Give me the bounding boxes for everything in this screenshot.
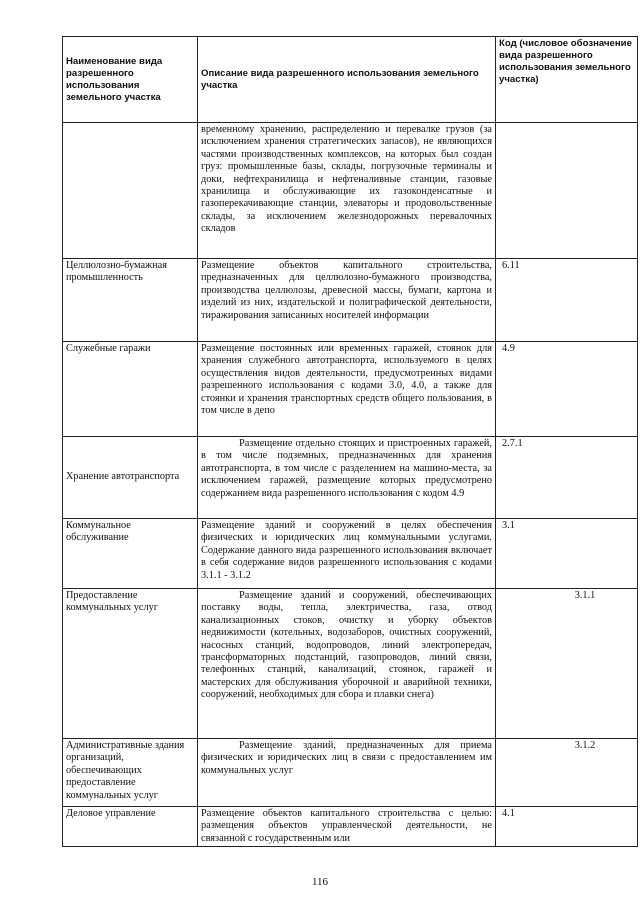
row-name: Деловое управление	[63, 807, 198, 847]
row-code: 3.1	[496, 519, 638, 589]
table-row	[63, 519, 638, 589]
row-description: Размещение зданий и сооружений, обеспечивающих поставку воды, тепла, электричества, газа, отвод канализационных стоков, очистку и уборку объектов недвижимости (котельных, водозаборов, очистных сооружений, насосных станций, водопроводов, линий электропередач, трансформаторных подстанций, газопроводов, линий связи, телефонных станций, канализаций, стоянок, гаражей и мастерских для обслуживания уборочной и аварийной техники, сооружений, необходимых для сбора и плавки снега)	[198, 589, 496, 739]
row-code	[496, 123, 638, 259]
row-code: 2.7.1	[496, 437, 638, 519]
table-row	[63, 342, 638, 437]
row-name	[63, 123, 198, 259]
row-description: временному хранению, распределению и перевалке грузов (за исключением хранения стратегических запасов), не являющихся частями производственных комплексов, на которых был создан груз: промышленные базы, склады, погрузочные терминалы и доки, нефтехранилища и нефтеналивные станции, газовые хранилища и обслуживающие их газоконденсатные и газоперекачивающие станции, элеваторы и продовольственные склады, за исключением железнодорожных перевалочных складов	[198, 123, 496, 259]
header-description: Описание вида разрешенного использования земельного участка	[198, 37, 496, 123]
table-row	[63, 589, 638, 739]
row-code: 3.1.2	[496, 739, 638, 807]
table-row	[63, 123, 638, 259]
row-code: 4.1	[496, 807, 638, 847]
header-name: Наименование вида разрешенного использования земельного участка	[63, 37, 198, 123]
row-name: Предоставление коммунальных услуг	[63, 589, 198, 739]
land-use-table	[62, 36, 638, 847]
row-description: Размещение зданий и сооружений в целях обеспечения физических и юридических лиц коммунальными услугами. Содержание данного вида разрешенного использования включает в себя содержание видов разрешенного использования с кодами 3.1.1 - 3.1.2	[198, 519, 496, 589]
table-row	[63, 259, 638, 342]
row-description: Размещение зданий, предназначенных для приема физических и юридических лиц в связи с предоставлением им коммунальных услуг	[198, 739, 496, 807]
row-name: Коммунальное обслуживание	[63, 519, 198, 589]
row-name: Целлюлозно-бумажная промышленность	[63, 259, 198, 342]
table-row	[63, 807, 638, 847]
row-code: 4.9	[496, 342, 638, 437]
row-name: Служебные гаражи	[63, 342, 198, 437]
page-number: 116	[311, 876, 329, 888]
row-code: 6.11	[496, 259, 638, 342]
row-description: Размещение отдельно стоящих и пристроенных гаражей, в том числе подземных, предназначенных для хранения автотранспорта, в том числе с разделением на машино-места, за исключением гаражей, размещение которых предусмотрено содержанием вида разрешенного использования с кодом 4.9	[198, 437, 496, 519]
row-code: 3.1.1	[496, 589, 638, 739]
table-row	[63, 739, 638, 807]
header-code: Код (числовое обозначение вида разрешенного использования земельного участка)	[496, 37, 638, 123]
table-row	[63, 437, 638, 519]
row-name: Хранение автотранспорта	[63, 437, 198, 519]
row-name: Административные здания организаций, обеспечивающих предоставление коммунальных услуг	[63, 739, 198, 807]
row-description: Размещение объектов капитального строительства, предназначенных для целлюлозно-бумажного производства, производства целлюлозы, древесной массы, бумаги, картона и изделий из них, издательской и полиграфической деятельности, тиражирования записанных носителей информации	[198, 259, 496, 342]
row-description: Размещение объектов капитального строительства с целью: размещения объектов управленческой деятельности, не связанной с государственным или	[198, 807, 496, 847]
row-description: Размещение постоянных или временных гаражей, стоянок для хранения служебного автотранспорта, используемого в целях осуществления видов деятельности, предусмотренных видами разрешенного использования с кодами 3.0, 4.0, а также для стоянки и хранения транспортных средств общего пользования, в том числе в депо	[198, 342, 496, 437]
